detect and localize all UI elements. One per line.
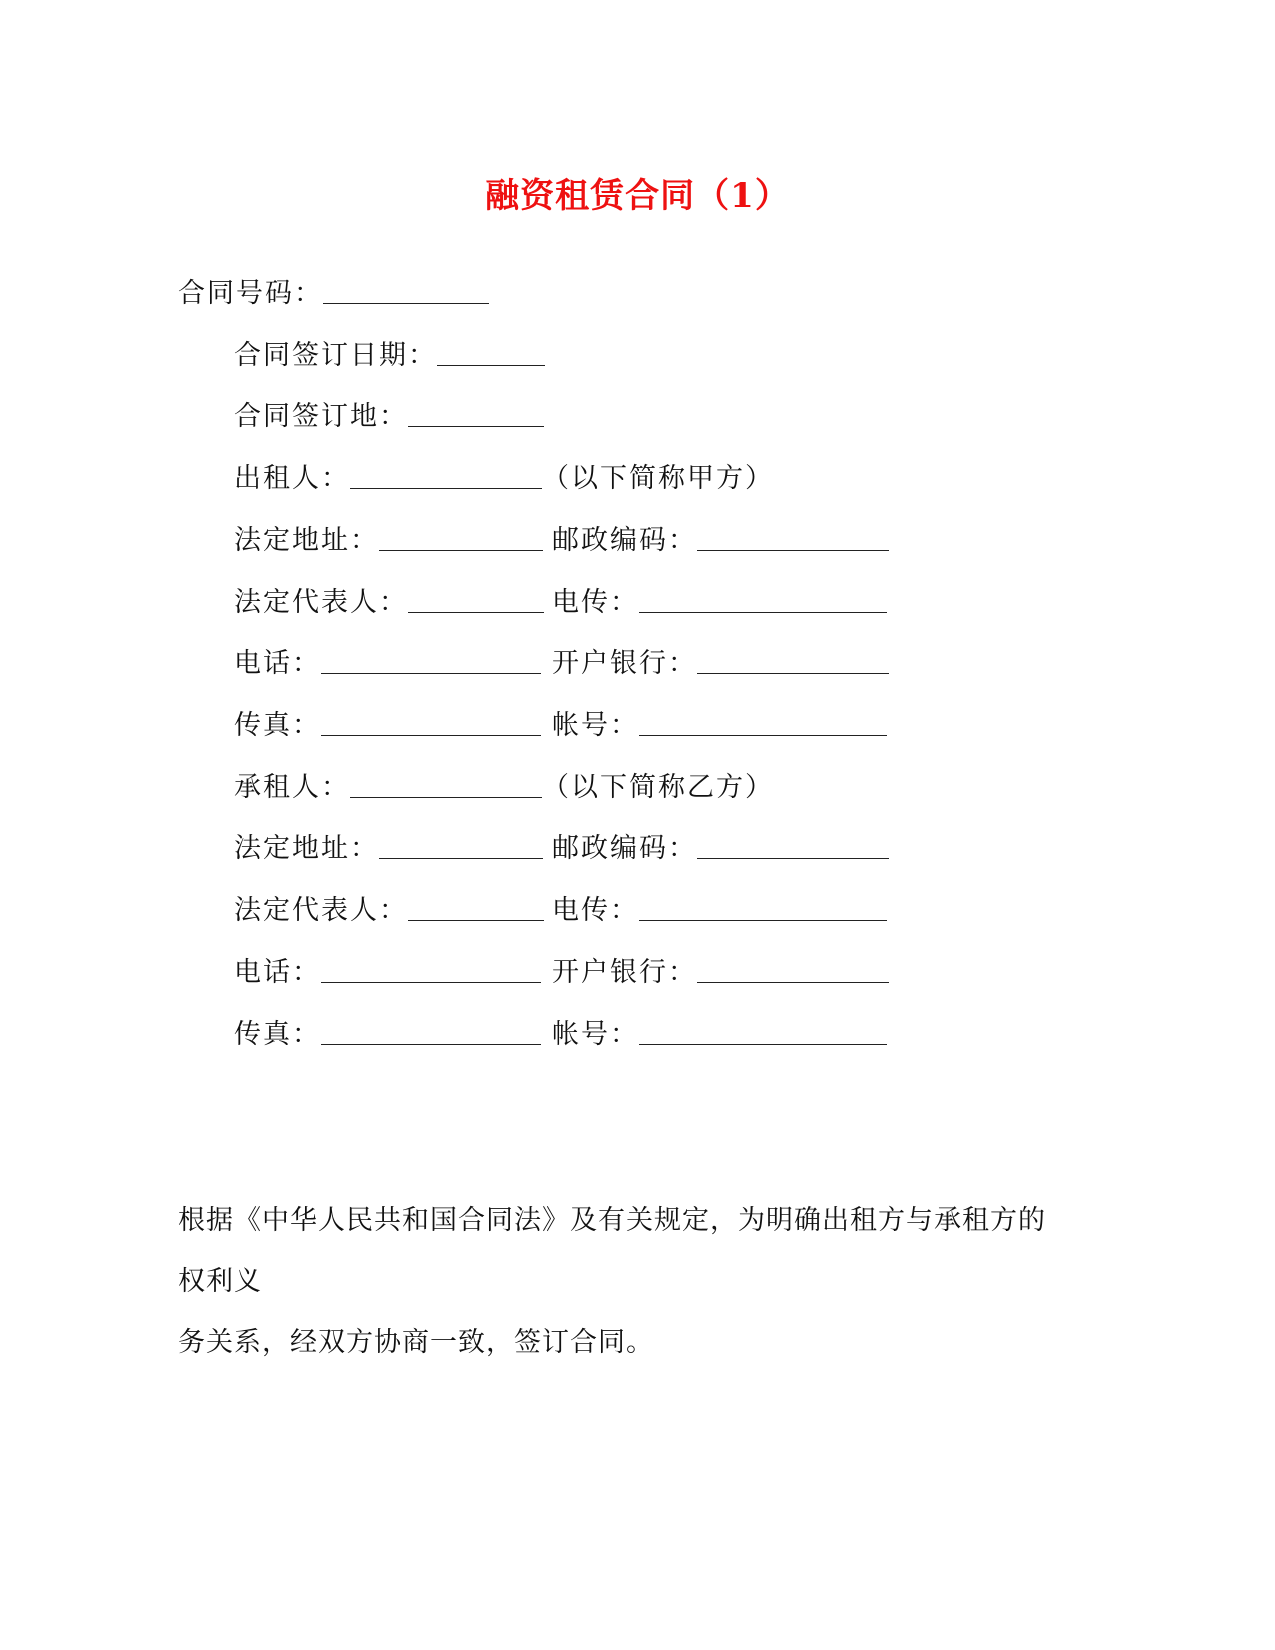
lessee-address-group: [234, 832, 543, 866]
lessor-blank: [350, 464, 542, 489]
lessor-rep-label: 法定代表人：: [234, 587, 408, 618]
lessee-postcode-group: [552, 832, 889, 866]
lessor-bank-blank: [697, 649, 889, 674]
document-title: 融资租赁合同（1）: [485, 176, 790, 216]
lessee-fax-group: [234, 1018, 541, 1052]
lessor-address-label-group: [234, 524, 543, 558]
lessor-account-group: [552, 709, 887, 743]
lessor-telegram-label: 电传：: [552, 587, 639, 618]
lessee-postcode-blank: [697, 834, 889, 859]
lessor-account-blank: [639, 711, 887, 736]
lessor-row: [234, 462, 774, 496]
contract-number-blank: [323, 279, 489, 304]
lessor-postcode-group: [552, 524, 889, 558]
lessee-note: （以下简称乙方）: [542, 772, 774, 803]
lessee-account-blank: [639, 1020, 887, 1045]
preamble-line-3: 务关系，经双方协商一致，签订合同。: [178, 1327, 654, 1358]
lessee-bank-label: 开户银行：: [552, 957, 697, 988]
lessor-note: （以下简称甲方）: [542, 463, 774, 494]
lessee-telegram-blank: [639, 896, 887, 921]
lessee-telegram-label: 电传：: [552, 895, 639, 926]
lessor-label: 出租人：: [234, 463, 350, 494]
lessee-rep-blank: [408, 896, 544, 921]
lessor-telegram-blank: [639, 588, 887, 613]
lessee-fax-blank: [321, 1020, 541, 1045]
lessor-bank-label: 开户银行：: [552, 648, 697, 679]
lessor-telegram-group: [552, 586, 887, 620]
sign-date-blank: [437, 341, 545, 366]
sign-place-label: 合同签订地：: [234, 401, 408, 432]
lessor-postcode-label: 邮政编码：: [552, 525, 697, 556]
lessee-account-group: [552, 1018, 887, 1052]
lessor-address-label: 法定地址：: [234, 525, 379, 556]
lessor-phone-blank: [321, 649, 541, 674]
lessee-phone-group: [234, 956, 541, 990]
lessee-telegram-group: [552, 894, 887, 928]
lessee-row: [234, 771, 774, 805]
lessee-blank: [350, 773, 542, 798]
sign-date-label: 合同签订日期：: [234, 340, 437, 371]
lessor-fax-group: [234, 709, 541, 743]
lessee-rep-group: [234, 894, 544, 928]
lessee-label: 承租人：: [234, 772, 350, 803]
lessor-rep-blank: [408, 588, 544, 613]
lessor-fax-blank: [321, 711, 541, 736]
lessee-phone-label: 电话：: [234, 957, 321, 988]
lessee-postcode-label: 邮政编码：: [552, 833, 697, 864]
lessor-phone-label: 电话：: [234, 648, 321, 679]
lessee-phone-blank: [321, 958, 541, 983]
lessor-postcode-blank: [697, 526, 889, 551]
sign-place-row: [234, 400, 544, 434]
lessee-bank-blank: [697, 958, 889, 983]
lessor-rep-group: [234, 586, 544, 620]
lessee-rep-label: 法定代表人：: [234, 895, 408, 926]
sign-date-row: [234, 339, 545, 373]
lessor-fax-label: 传真：: [234, 710, 321, 741]
contract-number-row: [178, 277, 489, 311]
contract-number-label: 合同号码：: [178, 278, 323, 309]
sign-place-blank: [408, 402, 544, 427]
preamble-line-1: 根据《中华人民共和国合同法》及有关规定，为明确出租方与承租方的: [178, 1205, 1046, 1236]
lessor-bank-group: [552, 647, 889, 681]
lessor-phone-group: [234, 647, 541, 681]
lessor-address-blank: [379, 526, 543, 551]
lessee-fax-label: 传真：: [234, 1019, 321, 1050]
lessor-account-label: 帐号：: [552, 710, 639, 741]
lessee-address-blank: [379, 834, 543, 859]
preamble-line-2: 权利义: [178, 1266, 262, 1297]
lessee-bank-group: [552, 956, 889, 990]
lessee-account-label: 帐号：: [552, 1019, 639, 1050]
lessee-address-label: 法定地址：: [234, 833, 379, 864]
